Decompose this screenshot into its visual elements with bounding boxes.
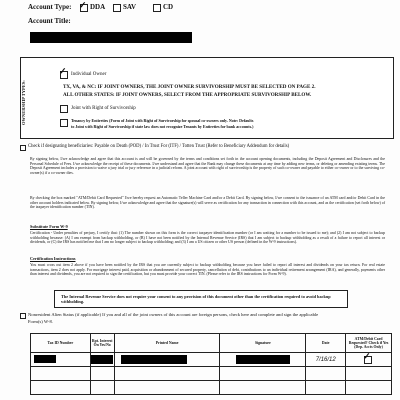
date-cell[interactable] [306, 381, 346, 395]
sav-checkbox[interactable] [113, 4, 121, 12]
nonresident-checkbox[interactable] [20, 313, 26, 319]
tax-id-header: Tax ID Number [31, 334, 91, 353]
tax-id-cell[interactable] [31, 367, 91, 381]
redacted-account-title [30, 32, 192, 43]
irs-notice-text: The Internal Revenue Service does not require your consent to any provision of this document other than the certification required to avoid backup withholding. [61, 294, 331, 304]
individual-owner-label: Individual Owner [71, 72, 107, 77]
certification-instructions-paragraph: You must cross out item 2 above if you have been notified by the IRS that you are currently subject to backup withholding because you have failed to report all interest and dividends on your tax return. For real estate transactions, item 2 does not apply. For mortgage interest paid, acquisition or abandonment of secured property, cancellation of debt, contributions to an individual retirement arrangement (IRA), and generally, payments other than interest and dividends, you are not required to sign the certification, but you must provide your correct TIN. (Please refer to the IRS instructions for Form W-9). [30, 263, 385, 277]
signing-agreement-paragraph: By signing below, I/we acknowledge and agree that this account is and will be governed by the terms and conditions set forth in the account opening documents, including the Deposit Agreement and Disclosures and the Personal Schedule of Fees. I/we acknowledge the receipt of these documents. I/we understand and agree that the Bank may change these documents at any time by adding new terms, or deleting or amending existing terms. The Deposit Agreement includes a provision to waive a jury trial or jury reference in a judicial reform. A joint account with right of survivorship is the property of such co-owner and payable to either co-owner or to the surviving co-owner(s) if a co-owner dies. [30, 157, 385, 175]
rpt-interest-cell[interactable] [90, 353, 114, 367]
rpt-interest-cell[interactable] [90, 367, 114, 381]
cd-option-label: CD [163, 3, 174, 11]
date-header: Date [306, 334, 346, 353]
table-row [31, 353, 392, 367]
beneficiary-checkbox[interactable] [20, 145, 26, 151]
printed-name-cell[interactable] [114, 367, 220, 381]
atm-card-cell[interactable] [346, 381, 392, 395]
form-w8-text: Form(s) W-8. [28, 319, 53, 324]
tenancy-entireties-note: to Joint with Right of Survivorship if state law does not recognize Tenants by Entireties for bank accounts.) [71, 124, 254, 129]
atm-card-header: ATM/Debit Card Requested? Check if Yes (Dep. Accts Only) [346, 334, 392, 353]
tx-va-nc-instruction: TX, VA, & NC: IF JOINT OWNERS, THE JOINT OWNER SURVIVORSHIP MUST BE SELECTED ON PAGE 2. [63, 84, 316, 90]
dda-option-label: DDA [90, 3, 106, 11]
tenancy-entireties-label: Tenancy by Entireties (Form of Joint with Right of Survivorship for spousal co-owners only. Note: Defaults [71, 118, 254, 123]
joint-survivorship-label: Joint with Right of Survivorship [71, 106, 136, 111]
w9-certification-paragraph: Certification - Under penalties of perjury, I certify that: (1) The number shown on this form is the correct taxpayer identification number (or I am waiting for a number to be issued to me); and (2) I am not subject to backup withholding because: (A) I am exempt from backup withholding, or (B) I have not been notified by the Internal Revenue Service (IRS) that I am subject to backup withholding as a result of a failure to report all interest or dividends, or (C) the IRS has notified me that I am no longer subject to backup withholding; and (3) I am a US citizen or other US person (defined in the W-9 instructions). [30, 231, 385, 245]
tenancy-entireties-checkbox[interactable] [60, 119, 68, 127]
individual-owner-checkmark-icon: ✓ [59, 66, 67, 76]
tax-id-cell[interactable] [31, 353, 91, 367]
ownership-types-side-label: OWNERSHIP TYPES: [21, 80, 26, 125]
redacted-rpt-interest [91, 355, 113, 364]
rpt-interest-header: Rpt. Interest On Yes/No [90, 334, 114, 353]
date-cell[interactable]: 7/16/12 [306, 353, 346, 367]
signature-cell[interactable] [220, 353, 306, 367]
w9-title: Substitute Form W-9 [30, 224, 68, 229]
redacted-printed-name [121, 355, 187, 364]
account-type-label: Account Type: [28, 3, 72, 11]
redacted-tax-id [34, 355, 56, 363]
tax-id-cell[interactable] [31, 381, 91, 395]
beneficiary-designation-text: Check if designating beneficiaries: Payable on Death (POD) / In Trust For (ITF) / Totten Trust (Refer to Beneficiary Addendum for details) [28, 144, 290, 149]
redacted-signature [236, 355, 290, 364]
dda-checkmark-icon: ✓ [79, 0, 87, 10]
signature-table [30, 333, 392, 395]
signature-cell[interactable] [220, 367, 306, 381]
nonresident-alien-text: Nonresident Alien Status (if applicable) If you and all of the joint owners of this account are foreign persons, check here and complete and sign the applicable [28, 312, 319, 317]
certification-instructions-title: Certification Instructions [30, 256, 76, 261]
printed-name-cell[interactable] [114, 381, 220, 395]
atm-card-cell[interactable] [346, 353, 392, 367]
signature-header: Signature [220, 334, 306, 353]
joint-survivorship-checkbox[interactable] [60, 105, 68, 113]
sav-option-label: SAV [123, 3, 137, 11]
signature-table-header [31, 334, 392, 353]
atm-card-checkmark-icon: ✓ [363, 351, 371, 361]
cd-checkbox[interactable] [153, 4, 161, 12]
printed-name-cell[interactable] [114, 353, 220, 367]
date-cell[interactable] [306, 367, 346, 381]
atm-request-paragraph: By checking the box marked "ATM/Debit Card Requested" I/we hereby request an Automatic Teller Machine Card and/or a Debit Card. By signing below, I/we consent to the issuance of an ATM card and/or Debit Card in the other account holders indicated below. By signing below, I/we acknowledge and agree that the signature(s) will serve as certification for any transaction in connection with this account, and as the certification (set forth below) of the taxpayer identification number (TIN). [30, 196, 385, 210]
table-row [31, 381, 392, 395]
atm-card-cell[interactable] [346, 367, 392, 381]
table-row [31, 367, 392, 381]
account-title-label: Account Title: [28, 17, 71, 25]
irs-notice-box [54, 290, 348, 308]
other-states-instruction: ALL OTHER STATES: IF JOINT OWNERS, SELECT FROM THE APPROPRIATE SURVIVORSHIP BELOW. [63, 92, 312, 98]
signature-cell[interactable] [220, 381, 306, 395]
rpt-interest-cell[interactable] [90, 381, 114, 395]
printed-name-header: Printed Name [114, 334, 220, 353]
